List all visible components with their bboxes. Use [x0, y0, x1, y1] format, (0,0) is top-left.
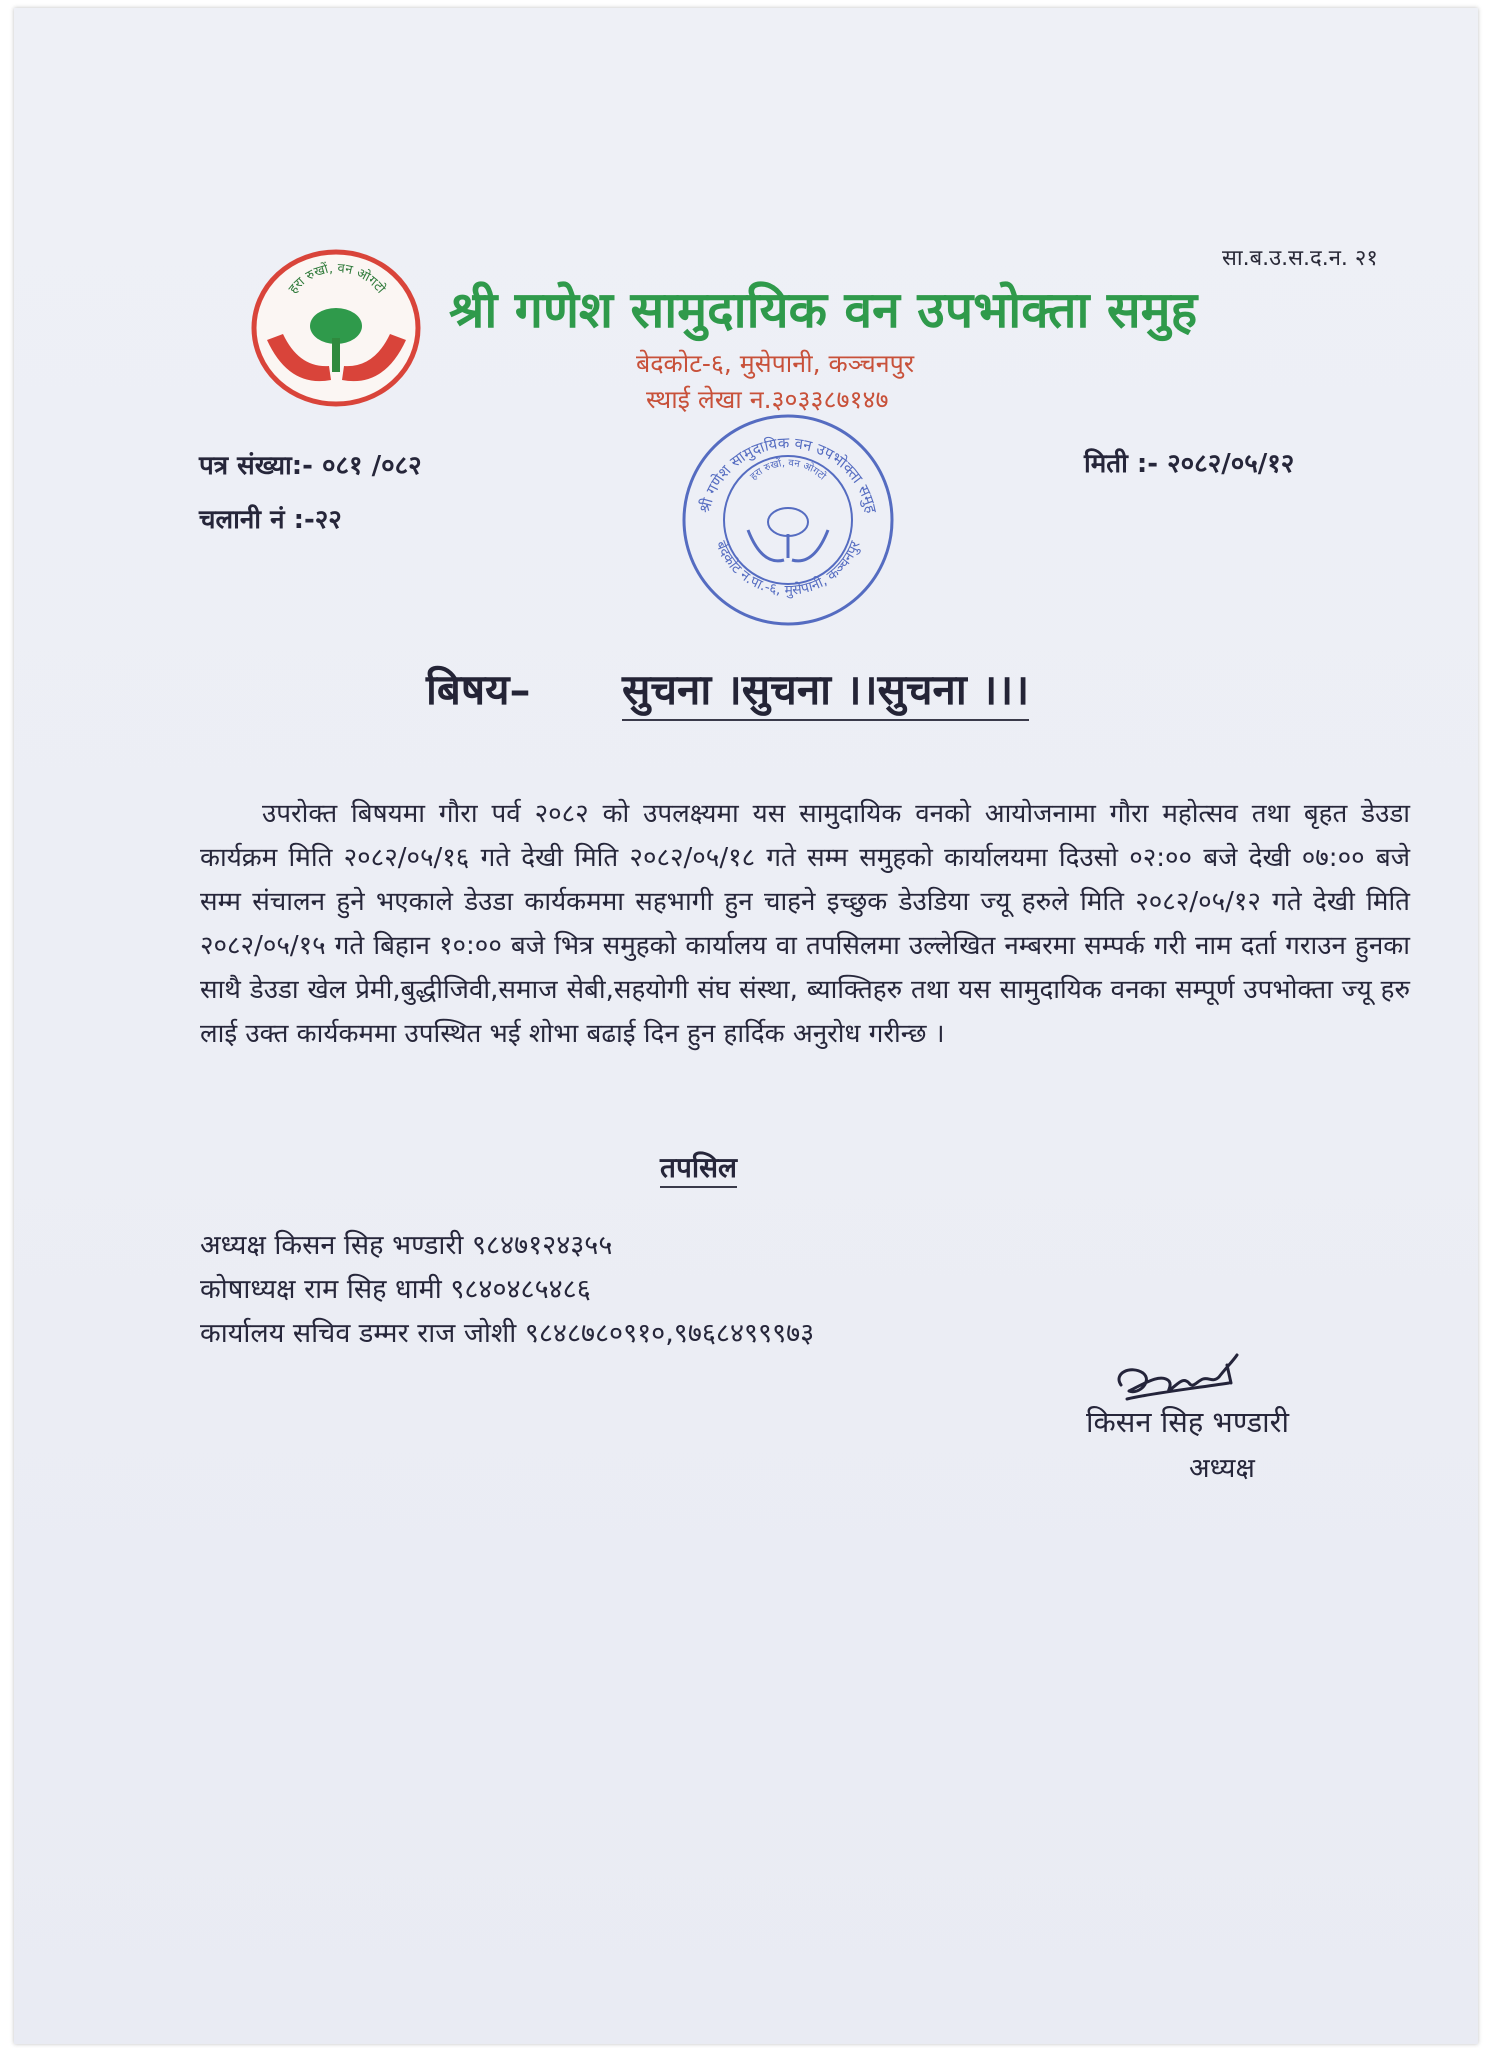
- organization-address: बेदकोट-६, मुसेपानी, कञ्चनपुर: [636, 349, 915, 378]
- contact-chairperson: अध्यक्ष किसन सिह भण्डारी ९८४७१२४३५५: [200, 1230, 613, 1261]
- stamp-bottom-text: बेदकोट न.पा.-६, मुसेपानी, कञ्चनपुर: [712, 538, 864, 599]
- official-stamp: [678, 410, 898, 630]
- stamp-inner-text: हरा रुखों, वन ओगटो: [748, 457, 828, 483]
- organization-logo: [249, 248, 424, 408]
- contact-office-secretary: कार्यालय सचिव डम्मर राज जोशी ९८४८७८०९१०,९७६८४९९९७३: [200, 1318, 815, 1349]
- logo-text: हरा रुखों, वन ओगटो: [285, 261, 388, 297]
- details-heading: तपसिल: [660, 1148, 737, 1188]
- subject-heading: सुचना ।सुचना ।।सुचना ।।।: [622, 660, 1029, 721]
- permanent-account-number: स्थाई लेखा न.३०३३८७१४७: [646, 385, 889, 414]
- svg-text:श्री गणेश सामुदायिक वन उपभोक्त: [695, 434, 880, 516]
- notice-body: उपरोक्त बिषयमा गौरा पर्व २०८२ को उपलक्ष्यमा यस सामुदायिक वनको आयोजनामा गौरा महोत्सव तथा बृहत डेउडा कार्यक्रम मिति २०८२/०५/१६ गते देखी मिति २०८२/०५/१८ गते सम्म समुहको कार्यालयमा दिउसो ०२:०० बजे देखी ०७:०० बजे सम्म संचालन हुने भएकाले डेउडा कार्यकममा सहभागी हुन चाहने इच्छुक डेउडिया ज्यू हरुले मिति २०८२/०५/१२ गते देखी मिति २०८२/०५/१५ गते बिहान १०:०० बजे भित्र समुहको कार्यालय वा तपसिलमा उल्लेखित नम्बरमा सम्पर्क गरी नाम दर्ता गराउन हुनका साथै डेउडा खेल प्रेमी,बुद्धीजिवी,समाज सेबी,सहयोगी संघ संस्था, ब्याक्तिहरु तथा यस सामुदायिक वनका सम्पूर्ण उपभोक्ता ज्यू हरु लाई उक्त कार्यकममा उपस्थित भई शोभा बढाई दिन हुन हार्दिक अनुरोध गरीन्छ ।: [200, 799, 1410, 1049]
- registration-number: सा.ब.उ.स.द.न. २१: [1222, 246, 1378, 271]
- subject-label: बिषय–: [426, 665, 531, 714]
- letter-number: पत्र संख्या:- ०८१ /०८२: [199, 451, 422, 481]
- contact-list: [200, 1224, 814, 1356]
- stamp-outer-text: श्री गणेश सामुदायिक वन उपभोक्ता समुह: [695, 433, 881, 515]
- dispatch-number: चलानी नं :-२२: [199, 505, 342, 535]
- organization-name: श्री गणेश सामुदायिक वन उपभोक्ता समुह: [449, 280, 1198, 339]
- letter-page: [14, 8, 1478, 2044]
- signatory-name: किसन सिह भण्डारी: [1086, 1405, 1289, 1439]
- signatory-title: अध्यक्ष: [1189, 1453, 1255, 1484]
- contact-treasurer: कोषाध्यक्ष राम सिह धामी ९८४०४८५४८६: [200, 1274, 591, 1305]
- svg-text:हरा रुखों, वन ओगटो: [748, 457, 828, 483]
- letter-date: मिती :- २०८२/०५/१२: [1084, 449, 1295, 479]
